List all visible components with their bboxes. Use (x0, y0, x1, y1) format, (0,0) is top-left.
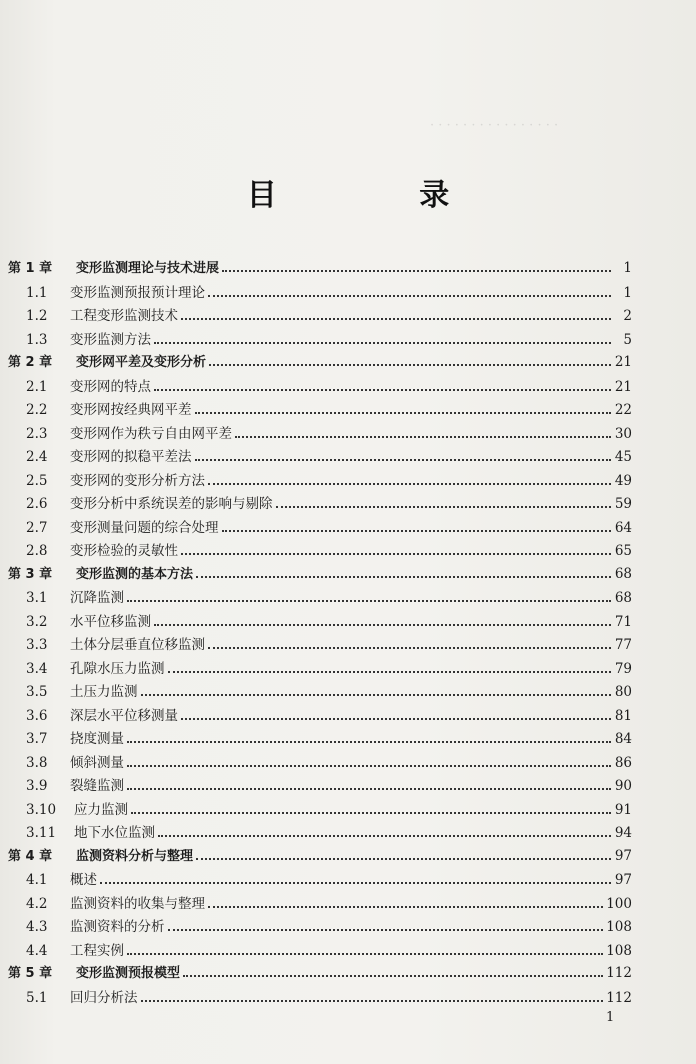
dot-leader (196, 857, 611, 860)
toc-entry-number: 3.5 (26, 684, 48, 700)
page-number: 1 (606, 1010, 615, 1025)
toc-entry-title: 变形网作为秩亏自由网平差 (70, 425, 232, 442)
dot-leader (276, 505, 612, 508)
toc-entry-page: 5 (623, 331, 632, 348)
toc-entry-number: 5.1 (26, 989, 48, 1006)
toc-section-entry[interactable] (8, 586, 632, 610)
toc-entry-title: 孔隙水压力监测 (70, 660, 165, 677)
toc-section-entry[interactable] (8, 939, 632, 963)
dot-leader (196, 575, 611, 578)
toc-entry-title: 变形测量问题的综合处理 (70, 519, 219, 536)
toc-entry-page: 64 (614, 519, 632, 536)
toc-section-entry[interactable] (8, 398, 632, 422)
dot-leader (127, 952, 603, 955)
toc-entry-number: 3.7 (26, 731, 48, 747)
toc-entry-title: 裂缝监测 (70, 778, 124, 794)
toc-entry-number: 3.1 (26, 590, 48, 606)
dot-leader (127, 740, 611, 743)
dot-leader (181, 317, 611, 320)
dot-leader (168, 670, 612, 673)
toc-entry-number: 1.2 (26, 308, 48, 324)
toc-entry-number: 第 1 章 (8, 261, 53, 276)
toc-section-entry[interactable] (8, 868, 632, 892)
toc-entry-page: 81 (614, 707, 632, 724)
toc-section-entry[interactable] (8, 774, 632, 798)
toc-entry-title: 监测资料的收集与整理 (70, 895, 205, 912)
toc-entry-number: 3.8 (26, 754, 48, 771)
toc-entry-page: 68 (614, 565, 632, 582)
toc-section-entry[interactable] (8, 633, 632, 657)
toc-entry-title: 监测资料的分析 (70, 919, 165, 935)
toc-entry-title: 深层水平位移测量 (70, 707, 178, 724)
toc-entry-page: 112 (606, 989, 632, 1006)
toc-entry-page: 30 (614, 425, 632, 442)
toc-entry-page: 112 (606, 965, 632, 981)
toc-entry-number: 2.7 (26, 519, 48, 536)
toc-entry-title: 变形网按经典网平差 (70, 402, 192, 418)
toc-entry-number: 3.11 (26, 825, 57, 841)
dot-leader (127, 787, 611, 790)
toc-entry-page: 100 (606, 895, 632, 912)
toc-entry-title: 水平位移监测 (70, 613, 151, 630)
dot-leader (141, 999, 604, 1002)
toc-entry-number: 第 5 章 (8, 966, 53, 981)
toc-entry-number: 3.3 (26, 637, 48, 653)
toc-entry-number: 3.9 (26, 778, 48, 794)
toc-entry-page: 45 (614, 449, 632, 465)
dot-leader (127, 599, 611, 602)
toc-entry-title: 变形分析中系统误差的影响与剔除 (70, 496, 273, 512)
toc-section-entry[interactable] (8, 304, 632, 328)
toc-entry-number: 4.2 (26, 895, 48, 912)
dot-leader (222, 529, 612, 532)
toc-entry-number: 第 4 章 (8, 848, 53, 864)
table-of-contents (8, 257, 632, 1009)
toc-entry-page: 84 (614, 731, 632, 747)
toc-entry-page: 97 (614, 872, 632, 888)
toc-entry-title: 变形网的变形分析方法 (70, 472, 205, 489)
toc-entry-page: 65 (614, 543, 632, 559)
toc-chapter-entry[interactable] (8, 351, 632, 375)
dot-leader (181, 552, 611, 555)
toc-entry-number: 4.4 (26, 942, 48, 959)
toc-entry-number: 3.10 (26, 801, 57, 818)
toc-section-entry[interactable] (8, 680, 632, 704)
toc-entry-page: 108 (606, 919, 632, 935)
toc-section-entry[interactable] (8, 469, 632, 493)
toc-section-entry[interactable] (8, 751, 632, 775)
toc-entry-title: 变形监测预报模型 (76, 966, 181, 981)
toc-entry-page: 22 (614, 402, 632, 418)
toc-entry-title: 变形网的拟稳平差法 (70, 449, 192, 465)
toc-entry-number: 2.5 (26, 472, 48, 489)
toc-entry-number: 2.8 (26, 543, 48, 559)
toc-entry-page: 21 (614, 378, 632, 395)
dot-leader (208, 646, 611, 649)
toc-section-entry[interactable] (8, 704, 632, 728)
toc-entry-page: 77 (614, 637, 632, 653)
toc-entry-page: 49 (614, 472, 632, 489)
dot-leader (208, 905, 603, 908)
toc-entry-title: 工程变形监测技术 (70, 308, 178, 324)
toc-entry-title: 变形检验的灵敏性 (70, 543, 178, 559)
toc-entry-number: 2.3 (26, 425, 48, 442)
toc-entry-number: 第 2 章 (8, 355, 53, 370)
toc-entry-page: 94 (614, 825, 632, 841)
toc-section-entry[interactable] (8, 915, 632, 939)
dot-leader (154, 623, 611, 626)
toc-chapter-entry[interactable] (8, 257, 632, 281)
toc-entry-page: 97 (614, 847, 632, 864)
dot-leader (154, 341, 611, 344)
toc-entry-title: 土体分层垂直位移监测 (70, 637, 205, 653)
toc-section-entry[interactable] (8, 610, 632, 634)
toc-entry-title: 土压力监测 (70, 684, 138, 700)
toc-entry-title: 变形监测方法 (70, 331, 151, 348)
toc-entry-page: 59 (614, 496, 632, 512)
toc-entry-number: 第 3 章 (8, 566, 53, 582)
dot-leader (209, 363, 611, 366)
toc-section-entry[interactable] (8, 375, 632, 399)
dot-leader (222, 269, 611, 272)
toc-entry-page: 1 (623, 284, 632, 301)
dot-leader (141, 693, 612, 696)
toc-entry-page: 1 (623, 260, 632, 276)
toc-section-entry[interactable] (8, 281, 632, 305)
toc-entry-page: 80 (614, 684, 632, 700)
dot-leader (208, 482, 611, 485)
toc-entry-title: 变形监测理论与技术进展 (76, 261, 220, 276)
toc-section-entry[interactable] (8, 328, 632, 352)
toc-entry-title: 变形监测的基本方法 (76, 566, 194, 582)
toc-entry-title: 沉降监测 (70, 590, 124, 606)
toc-entry-page: 71 (614, 613, 632, 630)
toc-entry-title: 倾斜测量 (70, 754, 124, 771)
toc-entry-title: 变形监测预报预计理论 (70, 284, 205, 301)
toc-entry-number: 2.1 (26, 378, 48, 395)
toc-section-entry[interactable] (8, 422, 632, 446)
dot-leader (208, 294, 611, 297)
toc-entry-number: 2.2 (26, 402, 48, 418)
toc-entry-number: 1.1 (26, 284, 48, 301)
toc-entry-number: 3.2 (26, 613, 48, 630)
dot-leader (195, 458, 612, 461)
toc-entry-number: 3.4 (26, 660, 48, 677)
dot-leader (100, 881, 611, 884)
toc-entry-page: 90 (614, 778, 632, 794)
toc-chapter-entry[interactable] (8, 962, 632, 986)
dot-leader (131, 811, 611, 814)
toc-chapter-entry[interactable] (8, 845, 632, 869)
toc-section-entry[interactable] (8, 892, 632, 916)
toc-section-entry[interactable] (8, 727, 632, 751)
toc-entry-number: 3.6 (26, 707, 48, 724)
dot-leader (195, 411, 612, 414)
toc-section-entry[interactable] (8, 986, 632, 1010)
dot-leader (154, 388, 611, 391)
toc-entry-page: 108 (606, 942, 632, 959)
toc-entry-title: 工程实例 (70, 942, 124, 959)
show-through-bleed: · · · · · · · · · · · · · · · · (430, 118, 559, 133)
toc-entry-number: 2.6 (26, 496, 48, 512)
toc-section-entry[interactable] (8, 798, 632, 822)
toc-entry-page: 21 (614, 354, 632, 370)
toc-entry-number: 1.3 (26, 331, 48, 348)
dot-leader (127, 764, 611, 767)
toc-section-entry[interactable] (8, 539, 632, 563)
page-title: 目 录 (246, 178, 516, 213)
dot-leader (235, 435, 611, 438)
toc-entry-page: 68 (614, 590, 632, 606)
toc-entry-page: 2 (623, 308, 632, 324)
toc-section-entry[interactable] (8, 516, 632, 540)
dot-leader (158, 834, 611, 837)
toc-chapter-entry[interactable] (8, 563, 632, 587)
toc-section-entry[interactable] (8, 821, 632, 845)
toc-entry-page: 79 (614, 660, 632, 677)
toc-entry-number: 4.1 (26, 872, 48, 888)
toc-entry-title: 挠度测量 (70, 731, 124, 747)
toc-entry-title: 回归分析法 (70, 989, 138, 1006)
toc-entry-page: 86 (614, 754, 632, 771)
toc-entry-title: 变形网平差及变形分析 (76, 355, 207, 370)
dot-leader (181, 717, 611, 720)
toc-entry-title: 监测资料分析与整理 (76, 848, 194, 864)
toc-entry-title: 应力监测 (74, 801, 128, 818)
toc-section-entry[interactable] (8, 492, 632, 516)
dot-leader (168, 928, 604, 931)
dot-leader (183, 974, 603, 977)
toc-section-entry[interactable] (8, 657, 632, 681)
toc-entry-number: 4.3 (26, 919, 48, 935)
toc-entry-title: 变形网的特点 (70, 378, 151, 395)
toc-entry-title: 概述 (70, 872, 97, 888)
toc-entry-page: 91 (614, 801, 632, 818)
toc-section-entry[interactable] (8, 445, 632, 469)
toc-entry-title: 地下水位监测 (74, 825, 155, 841)
toc-entry-number: 2.4 (26, 449, 48, 465)
